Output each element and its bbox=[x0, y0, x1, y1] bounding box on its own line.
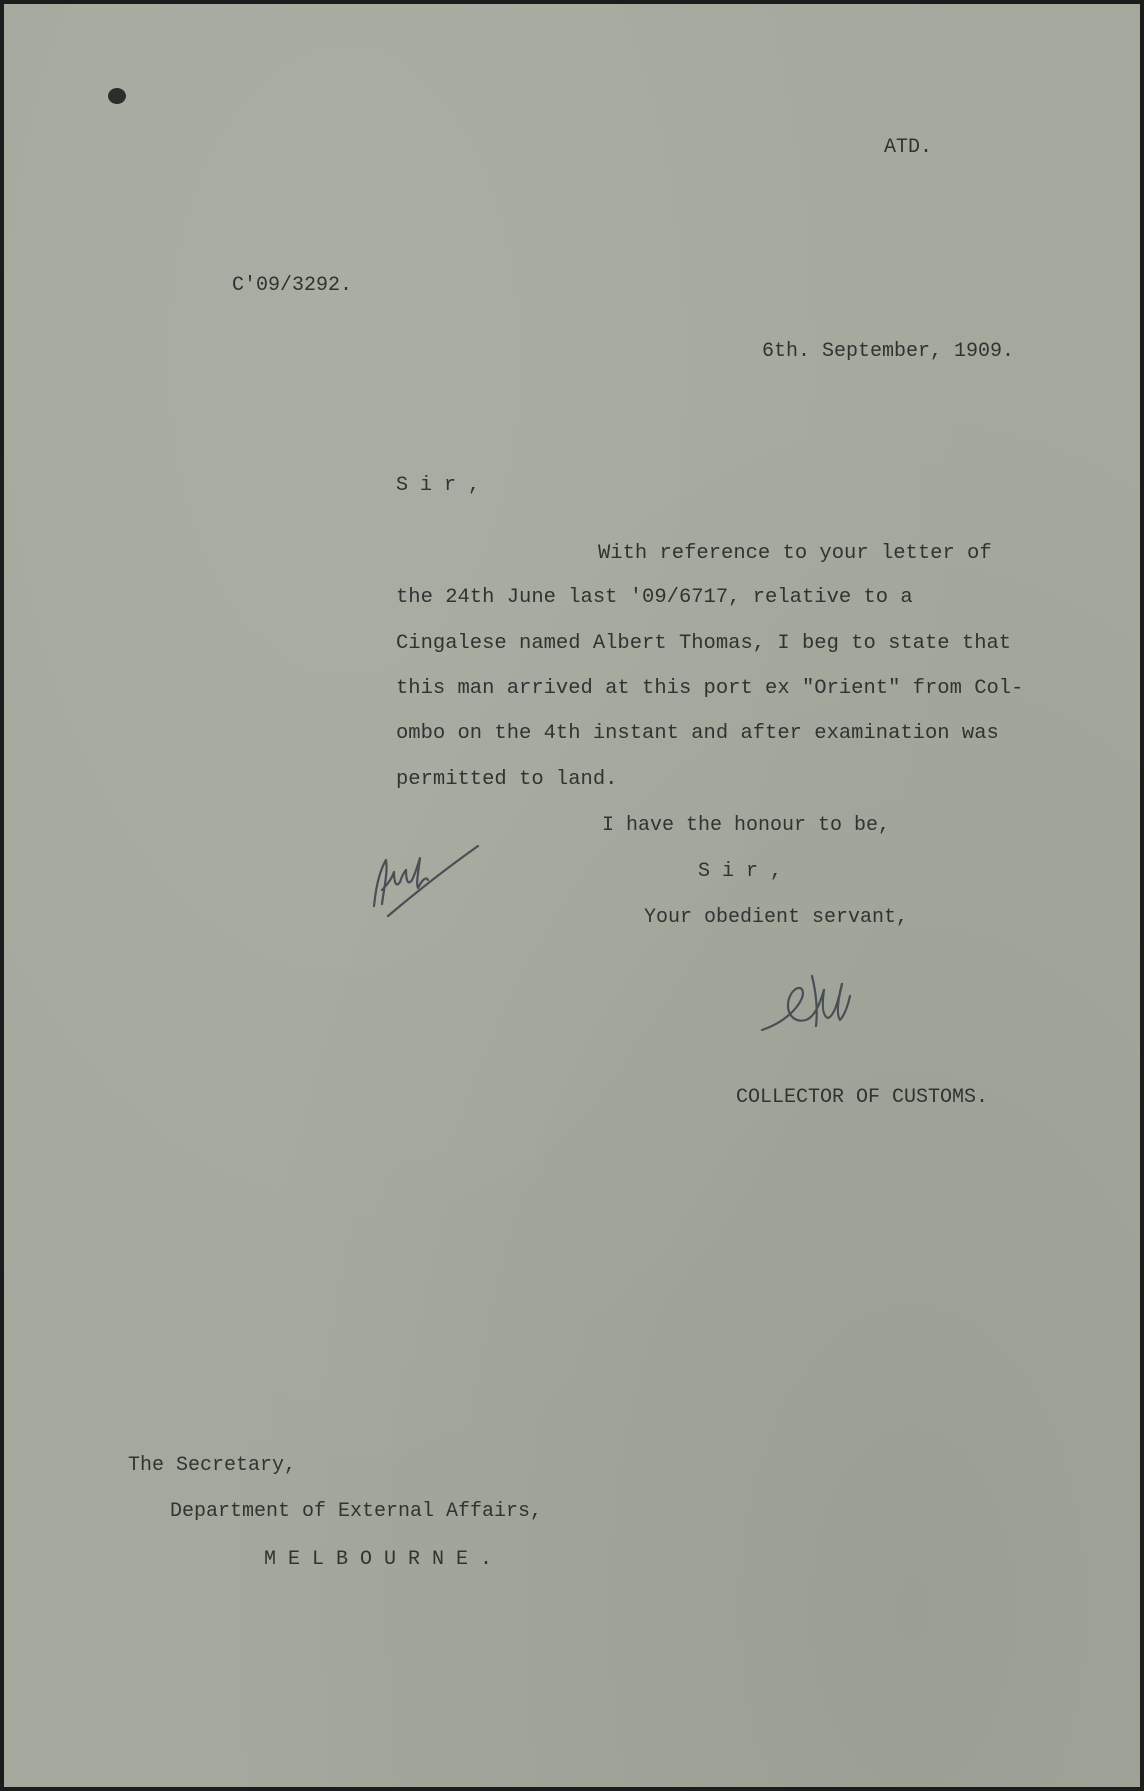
body-line: permitted to land. bbox=[396, 768, 618, 791]
body-line: the 24th June last '09/6717, relative to a bbox=[396, 586, 913, 609]
closing-sir: S i r , bbox=[698, 860, 783, 883]
handwritten-signature-icon bbox=[756, 966, 856, 1038]
addressee-title: The Secretary, bbox=[128, 1454, 297, 1477]
body-line: With reference to your letter of bbox=[598, 542, 992, 565]
closing-line: I have the honour to be, bbox=[602, 814, 891, 837]
signer-title: COLLECTOR OF CUSTOMS. bbox=[736, 1086, 989, 1109]
addressee-department: Department of External Affairs, bbox=[170, 1500, 543, 1523]
reference-number: C'09/3292. bbox=[232, 274, 353, 297]
atd-mark: ATD. bbox=[884, 136, 933, 159]
handwritten-initials-icon bbox=[366, 826, 486, 922]
body-line: Cingalese named Albert Thomas, I beg to state that bbox=[396, 632, 1012, 655]
document-page bbox=[4, 4, 1140, 1787]
body-line: this man arrived at this port ex "Orient" from Col- bbox=[396, 677, 1024, 700]
punch-hole-mark bbox=[104, 84, 128, 108]
letter-date: 6th. September, 1909. bbox=[762, 340, 1015, 363]
addressee-city: M E L B O U R N E . bbox=[264, 1548, 493, 1571]
salutation: S i r , bbox=[396, 474, 481, 497]
body-line: ombo on the 4th instant and after examination was bbox=[396, 722, 999, 745]
closing-servant: Your obedient servant, bbox=[644, 906, 909, 929]
